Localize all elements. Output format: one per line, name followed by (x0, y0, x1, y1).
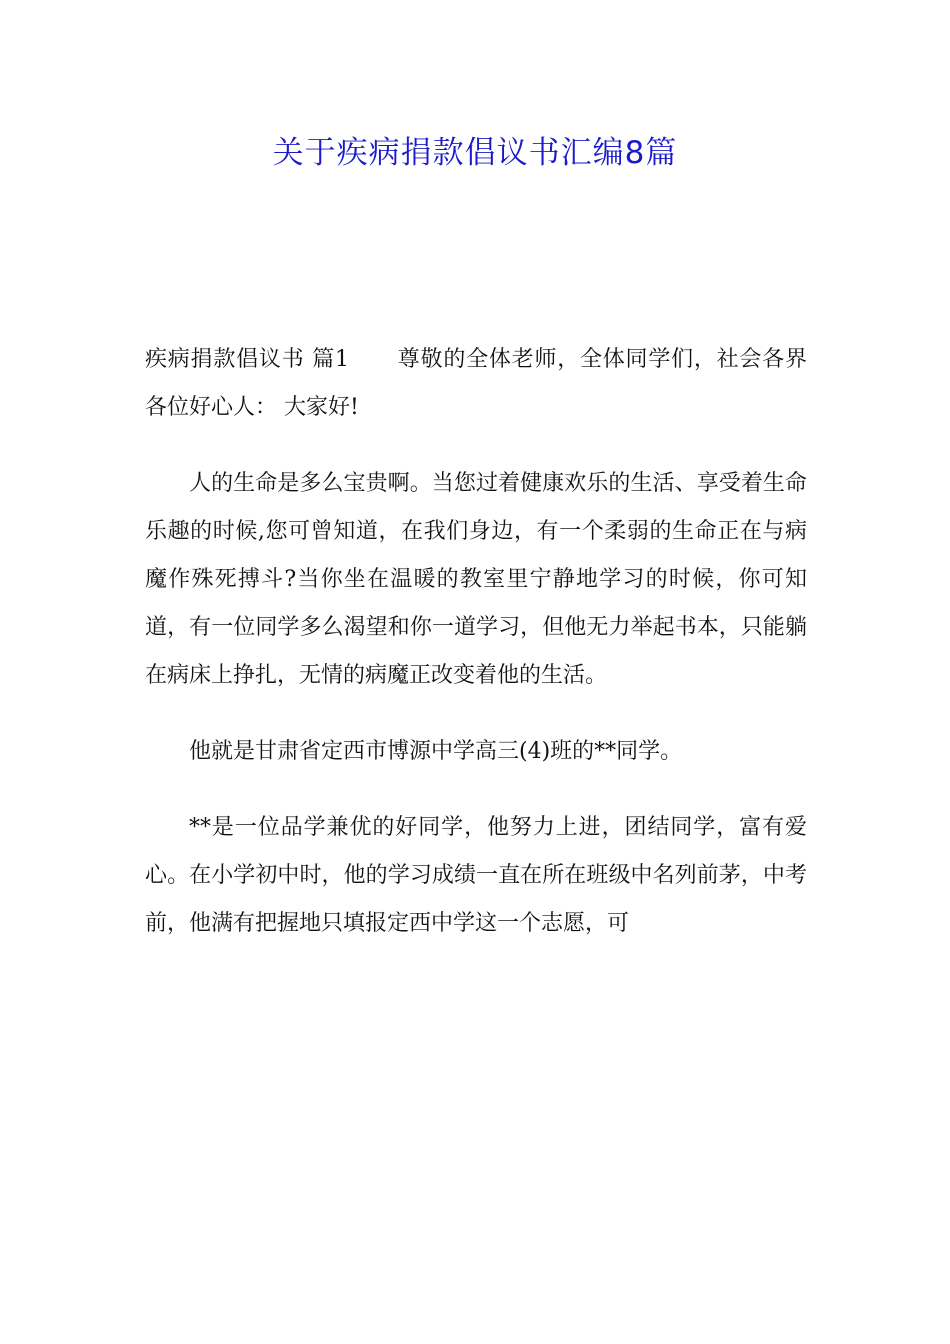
salutation-text: 尊敬的全体老师，全体同学们，社会各界各位好心人： 大家好! (145, 347, 807, 420)
document-title: 关于疾病捐款倡议书汇编8篇 (272, 135, 678, 171)
paragraph-2: 他就是甘肃省定西市博源中学高三(4)班的**同学。 (189, 739, 683, 764)
paragraph-1: 人的生命是多么宝贵啊。当您过着健康欢乐的生活、享受着生命乐趣的时候,您可曾知道，在我们身边，有一个柔弱的生命正在与病魔作殊死搏斗?当你坐在温暖的教室里宁静地学习的时候，你可知道，有一位同学多么渴望和你一道学习，但他无力举起书本，只能躺在病床上挣扎，无情的病魔正改变着他的生活。 (145, 471, 807, 688)
opening-paragraph (145, 336, 807, 432)
section-heading: 疾病捐款倡议书 篇1 (145, 347, 349, 372)
document-body (145, 336, 807, 976)
paragraph-3: **是一位品学兼优的好同学，他努力上进，团结同学，富有爱心。在小学初中时，他的学习成绩一直在所在班级中名列前茅，中考前，他满有把握地只填报定西中学这一个志愿，可 (145, 815, 807, 936)
